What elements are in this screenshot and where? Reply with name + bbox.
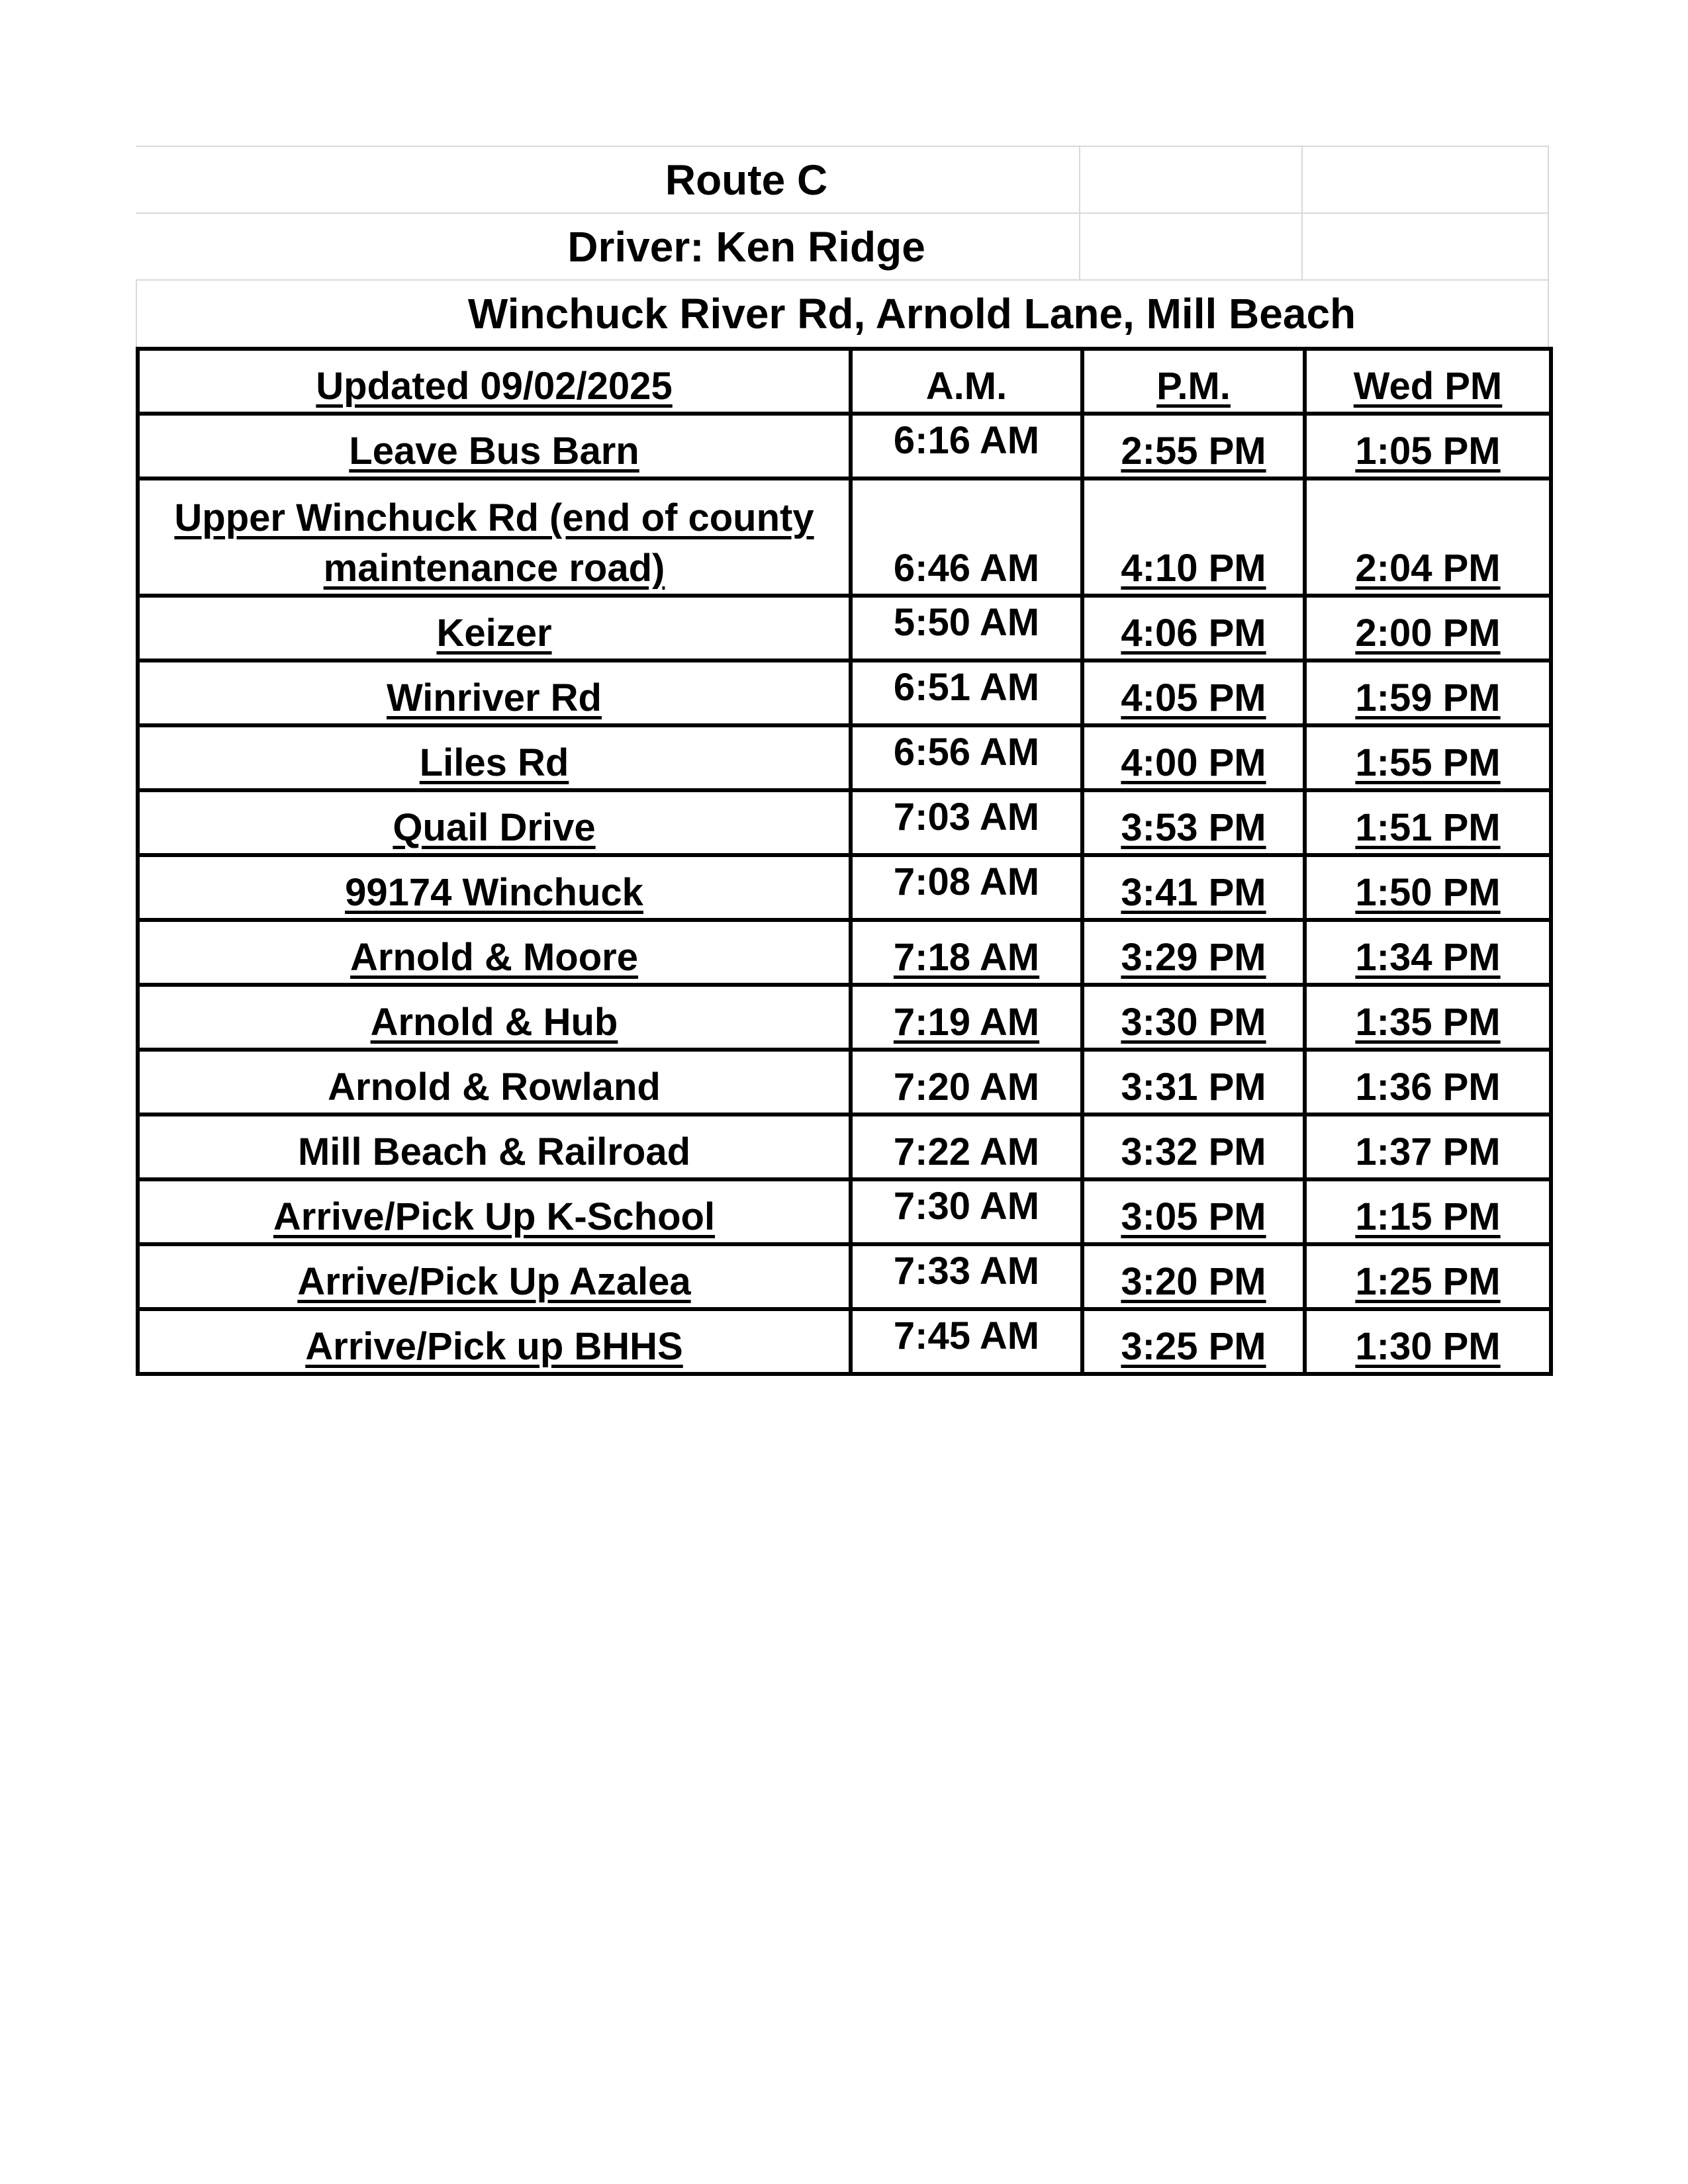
pm-time: 3:31 PM [1082,1050,1305,1115]
empty-cell [1303,212,1549,279]
am-time: 6:56 AM [851,725,1082,790]
pm-time: 3:32 PM [1082,1115,1305,1179]
am-time: 6:16 AM [851,414,1082,478]
am-time: 7:22 AM [851,1115,1082,1179]
stop-name: Upper Winchuck Rd (end of county maintenance road) [138,478,851,596]
column-header-am: A.M. [851,349,1082,414]
pm-time: 4:05 PM [1082,660,1305,725]
table-row [138,596,1551,660]
table-row [138,790,1551,855]
empty-cell [1080,146,1303,212]
am-time: 7:45 AM [851,1309,1082,1374]
wed-pm-time: 1:37 PM [1305,1115,1551,1179]
stop-name: Quail Drive [138,790,851,855]
am-time: 7:30 AM [851,1179,1082,1244]
wed-pm-time: 1:55 PM [1305,725,1551,790]
am-time: 5:50 AM [851,596,1082,660]
table-row [138,725,1551,790]
pm-time: 3:20 PM [1082,1244,1305,1309]
wed-pm-time: 1:50 PM [1305,855,1551,920]
pm-time: 4:00 PM [1082,725,1305,790]
wed-pm-time: 2:04 PM [1305,478,1551,596]
am-time: 7:33 AM [851,1244,1082,1309]
route-title-text: Route C [665,156,828,204]
schedule-table [136,347,1553,1376]
table-row [138,985,1551,1050]
wed-pm-time: 1:05 PM [1305,414,1551,478]
stop-name: Keizer [138,596,851,660]
driver-name [136,212,1080,279]
wed-pm-time: 1:59 PM [1305,660,1551,725]
table-row [138,1050,1551,1115]
stop-name: Leave Bus Barn [138,414,851,478]
stop-name: Mill Beach & Railroad [138,1115,851,1179]
column-header-updated: Updated 09/02/2025 [138,349,851,414]
header-row-route [136,146,1549,212]
am-time: 7:03 AM [851,790,1082,855]
wed-pm-time: 1:25 PM [1305,1244,1551,1309]
empty-cell [1303,146,1549,212]
am-time: 6:46 AM [851,478,1082,596]
table-row [138,920,1551,985]
table-row [138,1179,1551,1244]
column-header-row [138,349,1551,414]
pm-time: 3:25 PM [1082,1309,1305,1374]
wed-pm-time: 1:15 PM [1305,1179,1551,1244]
stop-name: Arnold & Moore [138,920,851,985]
pm-time: 2:55 PM [1082,414,1305,478]
table-row [138,1244,1551,1309]
table-row [138,855,1551,920]
stop-name: 99174 Winchuck [138,855,851,920]
wed-pm-time: 1:34 PM [1305,920,1551,985]
pm-time: 4:10 PM [1082,478,1305,596]
pm-time: 3:30 PM [1082,985,1305,1050]
stop-name: Arrive/Pick Up K-School [138,1179,851,1244]
stop-name: Arnold & Hub [138,985,851,1050]
stop-name: Liles Rd [138,725,851,790]
driver-name-text: Driver: Ken Ridge [567,222,925,271]
table-row [138,660,1551,725]
route-area [136,279,1549,347]
stop-name: Arnold & Rowland [138,1050,851,1115]
route-area-text: Winchuck River Rd, Arnold Lane, Mill Beach [467,290,1356,338]
stop-name: Arrive/Pick up BHHS [138,1309,851,1374]
pm-time: 3:05 PM [1082,1179,1305,1244]
wed-pm-time: 2:00 PM [1305,596,1551,660]
route-schedule-sheet [136,146,1549,1376]
am-time: 7:19 AM [851,985,1082,1050]
am-time: 6:51 AM [851,660,1082,725]
table-row [138,1115,1551,1179]
pm-time: 4:06 PM [1082,596,1305,660]
am-time: 7:20 AM [851,1050,1082,1115]
route-title [136,146,1080,212]
pm-time: 3:29 PM [1082,920,1305,985]
am-time: 7:18 AM [851,920,1082,985]
table-row [138,478,1551,596]
am-time: 7:08 AM [851,855,1082,920]
table-row [138,1309,1551,1374]
table-row [138,414,1551,478]
wed-pm-time: 1:35 PM [1305,985,1551,1050]
empty-cell [1080,212,1303,279]
column-header-pm: P.M. [1082,349,1305,414]
column-header-wed-pm: Wed PM [1305,349,1551,414]
header-row-driver [136,212,1549,279]
stop-name: Winriver Rd [138,660,851,725]
pm-time: 3:41 PM [1082,855,1305,920]
wed-pm-time: 1:36 PM [1305,1050,1551,1115]
pm-time: 3:53 PM [1082,790,1305,855]
stop-name: Arrive/Pick Up Azalea [138,1244,851,1309]
wed-pm-time: 1:51 PM [1305,790,1551,855]
wed-pm-time: 1:30 PM [1305,1309,1551,1374]
